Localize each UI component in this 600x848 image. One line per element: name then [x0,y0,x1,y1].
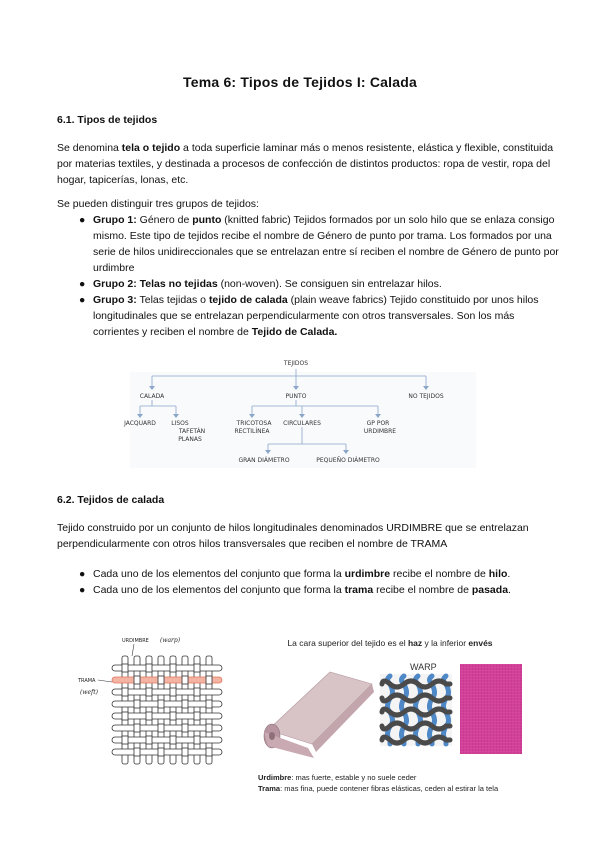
fabric-classification-diagram [124,352,476,470]
list-item-group-2: ● Grupo 2: Telas no tejidas (non-woven). Se consiguen sin entrelazar hilos. [79,278,442,290]
page-title: Tema 6: Tipos de Tejidos I: Calada [183,74,417,90]
tree-node-no-tejidos: NO TEJIDOS [408,393,444,400]
tree-node-jacquard: JACQUARD [124,420,156,427]
section-1-heading: 6.1. Tipos de tejidos [57,114,158,126]
tree-node-punto: PUNTO [285,393,307,400]
section-2-heading: 6.2. Tejidos de calada [57,494,165,506]
urdimbre-caption: Urdimbre: mas fuerte, estable y no suele ceder [258,773,417,782]
tree-node-urdimbre: URDIMBRE [363,428,397,435]
fabric-figure [240,632,530,812]
warp-schematic [380,662,452,746]
tree-node-gp-por: GP POR [366,420,390,427]
list-item-pasada: ● Cada uno de los elementos del conjunto que forma la trama recibe el nombre de pasada. [79,584,511,596]
tree-node-lisos: LISOS [171,420,189,427]
tree-node-tafetan: TAFETÁN [178,428,206,435]
urdimbre-label: URDIMBRE [122,638,149,644]
fabric-caption-header: La cara superior del tejido es el haz y la inferior envés [287,638,493,648]
section-2-paragraph: Tejido construido por un conjunto de hilos longitudinales denominados URDIMBRE que se entrelazan perpendicularmente con otros hilos transversales que reciben el nombre de TRAMA [57,522,529,550]
list-item-group-3: ● Grupo 3: Telas tejidas o tejido de calada (plain weave fabrics) Tejido constituido por unos hilos longitudinales que se entrelazan perpendicularmente con otros transversales. Son los más corrientes y reciben el nombre de Tejido de Calada. [79,294,539,338]
tree-node-calada: CALADA [139,393,165,400]
list-item-hilo: ● Cada uno de los elementos del conjunto que forma la urdimbre recibe el nombre de hilo. [79,568,511,580]
weave-diagram [78,632,230,810]
list-item-group-1: ● Grupo 1: Género de punto (knitted fabric) Tejidos formados por un solo hilo que se enlaza consigo mismo. Este tipo de tejidos recibe el nombre de Género de punto por trama. Los formados por una serie de hilos unidireccionales que se entrelazan entre sí reciben el nombre de Género de punto por urdimbre [79,214,559,274]
trama-label: TRAMA [78,678,96,684]
tree-node-pequeno-diametro: PEQUEÑO DIÁMETRO [316,457,380,464]
tree-node-planas: PLANAS [178,436,202,443]
fabric-roll-image [264,672,374,758]
tree-node-tricotosa: TRICOTOSA [236,420,272,427]
tree-node-tejidos: TEJIDOS [283,360,309,367]
tree-node-circulares: CIRCULARES [283,420,321,427]
trama-caption: Trama: mas fina, puede contener fibras elásticas, ceden al estirar la tela [258,784,499,793]
groups-list [57,212,562,340]
tree-node-gran-diametro: GRAN DIÁMETRO [238,457,290,464]
warp-label: (warp) [160,637,181,644]
weft-label: (weft) [80,689,98,696]
groups-intro: Se pueden distinguir tres grupos de tejidos: [57,198,259,210]
calada-bullets [57,566,562,598]
section-1-paragraph: Se denomina tela o tejido a toda superficie laminar más o menos resistente, elástica y flexible, constituida por materias textiles, y destinada a procesos de confección de distintos productos: ropa de vestir, ropa del hogar, tapicerías, lonas, etc. [57,142,554,186]
tree-node-rectilinea: RECTILÍNEA [234,428,270,435]
fabric-swatch-image [460,664,522,754]
warp-schematic-label: WARP [410,662,437,672]
